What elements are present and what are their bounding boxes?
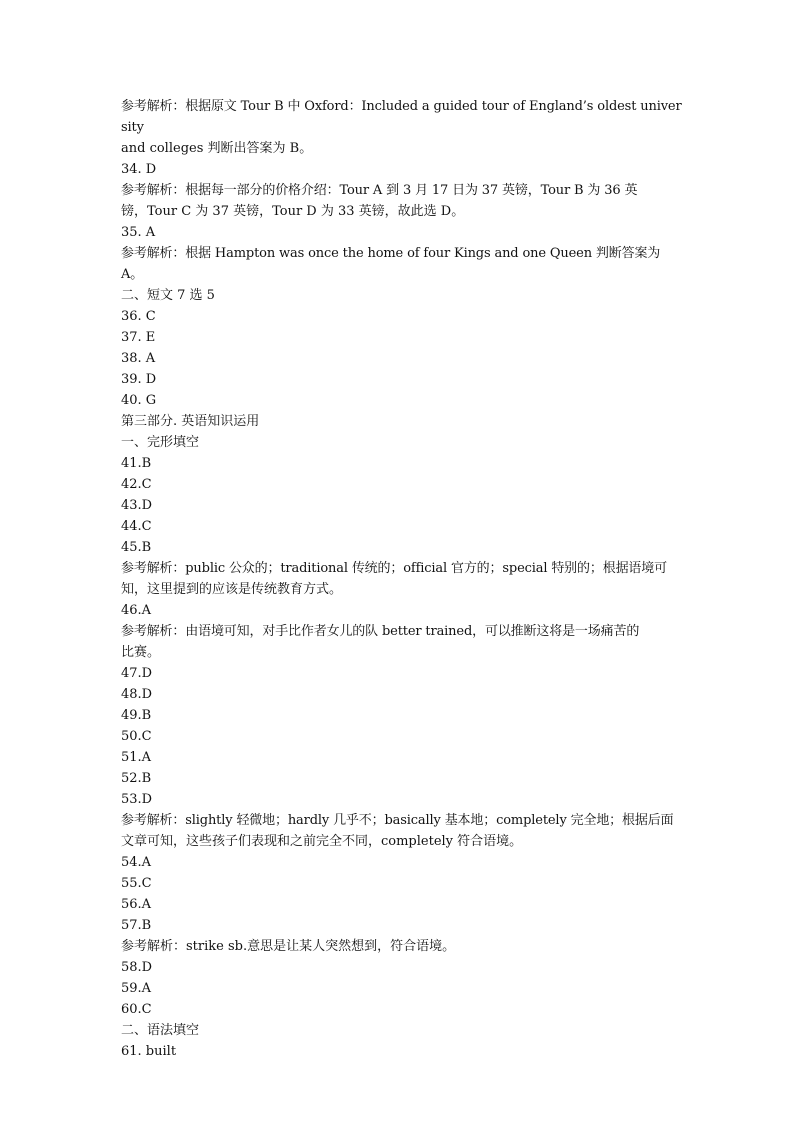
explanation-35: 参考解析：根据 Hampton was once the home of four Kings and one Queen 判断答案为 A。: [121, 246, 661, 282]
explanation-45-line-1: 参考解析：public 公众的；traditional 传统的；official 官方的；special 特别的；根据语境可: [121, 561, 667, 576]
answer-58: 58.D: [121, 960, 153, 975]
answer-60: 60.C: [121, 1002, 152, 1017]
explanation-57: 参考解析：strike sb.意思是让某人突然想到，符合语境。: [121, 939, 456, 954]
section-heading-grammar-fill: 二、语法填空: [121, 1023, 200, 1038]
answer-36: 36. C: [121, 309, 156, 324]
explanation-33-line-1: 参考解析：根据原文 Tour B 中 Oxford：Included a guided tour of England’s oldest university: [121, 99, 682, 135]
explanation-46-line-2: 比赛。: [121, 645, 161, 660]
section-heading-seven-choose-five: 二、短文 7 选 5: [121, 288, 215, 303]
explanation-45-line-2: 知，这里提到的应该是传统教育方式。: [121, 582, 343, 597]
answer-61: 61. built: [121, 1044, 177, 1059]
explanation-33-line-2: and colleges 判断出答案为 B。: [121, 141, 313, 156]
answer-59: 59.A: [121, 981, 152, 996]
answer-44: 44.C: [121, 519, 152, 534]
answer-51: 51.A: [121, 750, 152, 765]
section-heading-cloze: 一、完形填空: [121, 435, 200, 450]
answer-55: 55.C: [121, 876, 152, 891]
explanation-53-line-1: 参考解析：slightly 轻微地；hardly 几乎不；basically 基本地；completely 完全地；根据后面: [121, 813, 674, 828]
answer-47: 47.D: [121, 666, 153, 681]
answer-39: 39. D: [121, 372, 157, 387]
answer-52: 52.B: [121, 771, 152, 786]
answer-key-text: [121, 96, 686, 1062]
part-three-heading: 第三部分. 英语知识运用: [121, 414, 260, 429]
answer-43: 43.D: [121, 498, 153, 513]
answer-48: 48.D: [121, 687, 153, 702]
answer-57: 57.B: [121, 918, 152, 933]
answer-54: 54.A: [121, 855, 152, 870]
answer-53: 53.D: [121, 792, 153, 807]
answer-34: 34. D: [121, 162, 157, 177]
answer-37: 37. E: [121, 330, 156, 345]
explanation-34-line-2: 镑，Tour C 为 37 英镑，Tour D 为 33 英镑，故此选 D。: [121, 204, 465, 219]
answer-45: 45.B: [121, 540, 152, 555]
answer-49: 49.B: [121, 708, 152, 723]
answer-50: 50.C: [121, 729, 152, 744]
answer-56: 56.A: [121, 897, 152, 912]
explanation-53-line-2: 文章可知，这些孩子们表现和之前完全不同，completely 符合语境。: [121, 834, 523, 849]
answer-41: 41.B: [121, 456, 152, 471]
explanation-46-line-1: 参考解析：由语境可知，对手比作者女儿的队 better trained，可以推断这将是一场痛苦的: [121, 624, 640, 639]
answer-38: 38. A: [121, 351, 156, 366]
answer-35: 35. A: [121, 225, 156, 240]
answer-40: 40. G: [121, 393, 157, 408]
answer-42: 42.C: [121, 477, 152, 492]
answer-46: 46.A: [121, 603, 152, 618]
explanation-34-line-1: 参考解析：根据每一部分的价格介绍：Tour A 到 3 月 17 日为 37 英镑，Tour B 为 36 英: [121, 183, 638, 198]
